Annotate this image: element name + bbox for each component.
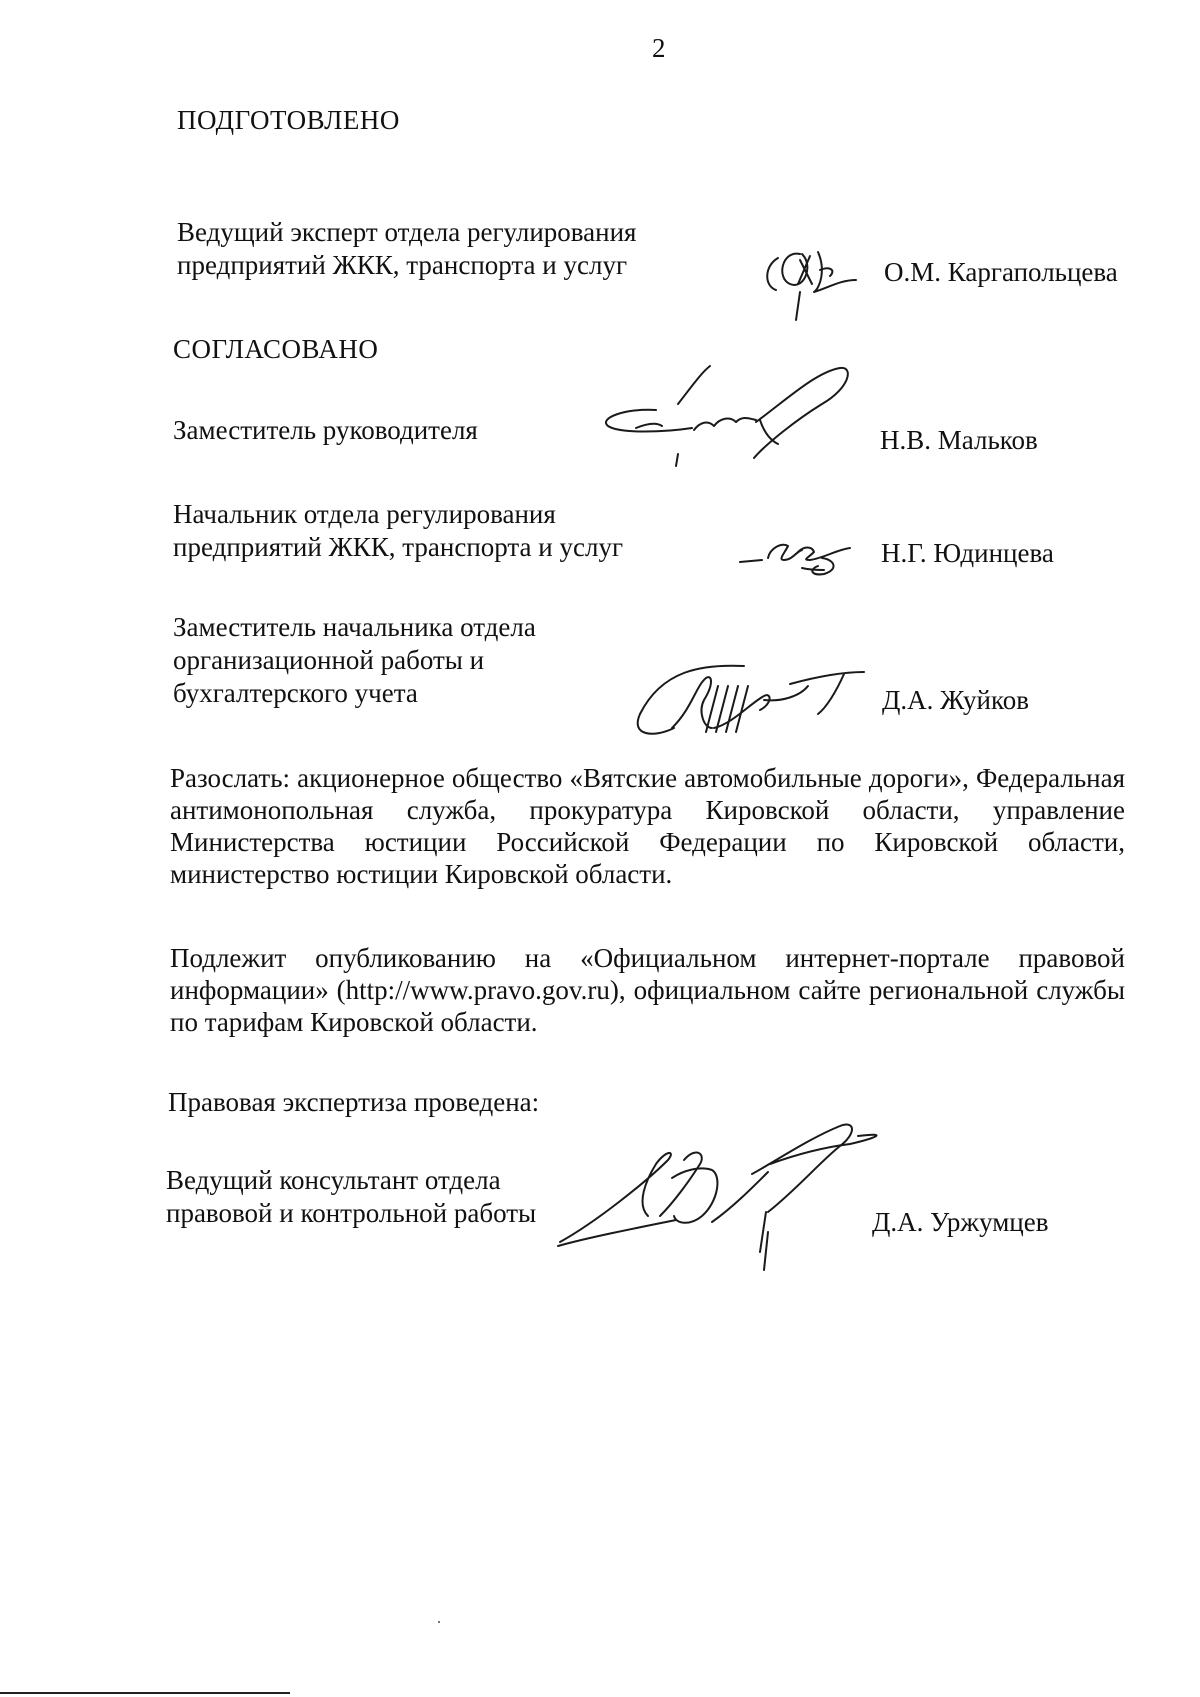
legal-review-name: Д.А. Уржумцев — [872, 1207, 1049, 1237]
prepared-position: Ведущий эксперт отдела регулирования предприятий ЖКК, транспорта и услуг — [177, 217, 637, 280]
agreed-position-1: Заместитель руководителя — [173, 415, 478, 445]
distribution-text: Разослать: акционерное общество «Вятские автомобильные дороги», Федеральная антимонопольная служба, прокуратура Кировской области, управление Министерства юстиции Российской Федерации по Кировской области, министерство юстиции Кировской области. — [170, 763, 1125, 889]
agreed-heading: СОГЛАСОВАНО — [173, 334, 379, 364]
prepared-name: О.М. Каргапольцева — [884, 257, 1118, 287]
signature-yudintseva — [738, 530, 858, 582]
signature-kargapoltseva — [760, 240, 870, 322]
signature-urzhumtsev — [556, 1120, 896, 1280]
agreed-name-1: Н.В. Мальков — [880, 425, 1038, 455]
agreed-position-2: Начальник отдела регулирования предприятий ЖКК, транспорта и услуг — [173, 499, 624, 562]
publication-text: Подлежит опубликованию на «Официальном интернет-портале правовой информации» (http://www.pravo.gov.ru), официальном сайте региональной службы по тарифам Кировской области. — [170, 943, 1125, 1037]
footer-rule — [0, 1692, 290, 1694]
agreed-name-2: Н.Г. Юдинцева — [881, 538, 1054, 568]
legal-review-heading: Правовая экспертиза проведена: — [168, 1087, 540, 1117]
legal-review-position: Ведущий консультант отдела правовой и контрольной работы — [166, 1165, 537, 1228]
agreed-name-3: Д.А. Жуйков — [882, 685, 1029, 715]
signature-zhuykov — [632, 656, 872, 742]
signature-malkov — [596, 364, 866, 474]
prepared-heading: ПОДГОТОВЛЕНО — [177, 105, 400, 135]
scan-speck — [438, 1621, 440, 1623]
agreed-position-3: Заместитель начальника отдела организационной работы и бухгалтерского учета — [173, 612, 536, 708]
page-number: 2 — [652, 33, 666, 63]
